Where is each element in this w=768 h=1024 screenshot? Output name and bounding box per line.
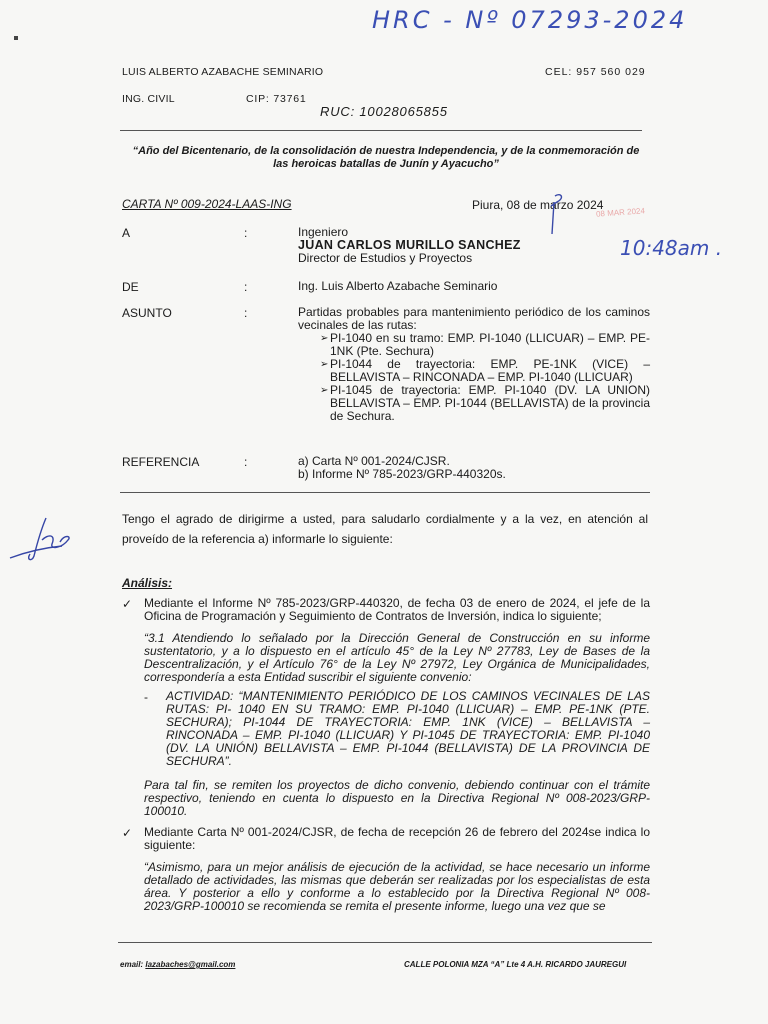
registry-number-handwritten: HRC - Nº 07293-2024 (372, 6, 688, 34)
footer-address: CALLE POLONIA MZA “A” Lte 4 A.H. RICARDO JAUREGUI (404, 960, 627, 969)
reference-label: REFERENCIA (122, 455, 200, 469)
recipient-title: Ingeniero (298, 225, 349, 239)
arrow-bullet-icon: ➢ (320, 385, 329, 396)
checkmark-icon: ✓ (122, 597, 133, 611)
sender-cip: CIP: 73761 (246, 93, 307, 105)
quote-2: “Asimismo, para un mejor análisis de ejecución de la actividad, se hace necesario un informe detallado de actividades, las mismas que deberán ser realizadas por los especialistas de esta área. Y posterior a ello y conforme a lo establecido por la Directiva Regional Nº 008-2023/GRP-100010 se recomienda se remita el presente informe, luego una vez que se (144, 860, 650, 913)
transmittal-paragraph: Para tal fin, se remiten los proyectos de dicho convenio, debiendo continuar con el trámite respectivo, teniendo en cuenta lo dispuesto en la Directiva Regional Nº 008-2023/GRP-100010. (144, 778, 650, 818)
sender-ruc: RUC: 10028065855 (320, 104, 448, 119)
reference-block (298, 455, 650, 481)
to-label: A (122, 226, 131, 240)
letter-number: CARTA Nº 009-2024-LAAS-ING (122, 197, 292, 211)
year-motto-line-2: las heroicas batallas de Junín y Ayacucho” (273, 158, 499, 170)
quote-1: “3.1 Atendiendo lo señalado por la Dirección General de Construcción en su informe sustentatorio, y a lo dispuesto en el artículo 45° de la Ley Nº 27783, Ley de Bases de la Descentralización, y el Artículo 76° de la Ley Nº 27972, Ley Orgánica de Municipalidades, correspondería a esta Entidad suscribir el siguiente convenio: (144, 631, 650, 684)
arrow-bullet-icon: ➢ (320, 333, 329, 344)
subject-intro: Partidas probables para mantenimiento periódico de los caminos vecinales de las rutas: (298, 305, 650, 332)
recipient-block (298, 226, 650, 265)
recipient-name: JUAN CARLOS MURILLO SANCHEZ (298, 238, 521, 252)
email-link[interactable]: lazabaches@gmail.com (145, 960, 236, 969)
to-colon: : (244, 226, 248, 240)
subject-item-text: PI-1045 de trayectoria: EMP. PI-1040 (DV. LA UNION) BELLAVISTA – EMP. PI-1044 (BELLAVISTA) de la provincia de Sechura. (330, 383, 650, 423)
email-label: email: (120, 960, 144, 969)
subject-block (298, 306, 650, 423)
sender-name: LUIS ALBERTO AZABACHE SEMINARIO (122, 66, 324, 78)
subject-item (298, 358, 650, 384)
sender-line: Ing. Luis Alberto Azabache Seminario (298, 279, 498, 293)
analysis-point-1: Mediante el Informe Nº 785-2023/GRP-440320, de fecha 03 de enero de 2024, el jefe de la Oficina de Programación y Seguimiento de Contratos de Inversión, indica lo siguiente; (144, 596, 650, 623)
header-divider (120, 130, 642, 131)
subject-label: ASUNTO (122, 306, 172, 320)
subject-item (298, 384, 650, 423)
recipient-role: Director de Estudios y Proyectos (298, 251, 473, 265)
reference-divider (120, 492, 650, 493)
dash-bullet: - (144, 690, 148, 704)
scan-dot (14, 36, 18, 40)
reference-item: b) Informe Nº 785-2023/GRP-440320s. (298, 467, 506, 481)
reception-stamp-faded: 08 MAR 2024 (595, 206, 646, 219)
sender-phone: CEL: 957 560 029 (545, 66, 646, 78)
subject-item (298, 332, 650, 358)
footer-divider (118, 942, 652, 943)
subject-item-text: PI-1044 de trayectoria: EMP. PE-1NK (VICE) – BELLAVISTA – RINCONADA – EMP. PI-1040 (LLICUAR) (330, 357, 650, 384)
sender-profession: ING. CIVIL (122, 93, 175, 105)
reference-colon: : (244, 455, 248, 469)
place-date: Piura, 08 de marzo 2024 (472, 198, 604, 212)
arrow-bullet-icon: ➢ (320, 359, 329, 370)
footer-email (120, 960, 235, 969)
subject-item-text: PI-1040 en su tramo: EMP. PI-1040 (LLICUAR) – EMP. PE-1NK (Pte. Sechura) (330, 331, 650, 358)
analysis-heading: Análisis: (122, 576, 173, 590)
checkmark-icon: ✓ (122, 826, 133, 840)
reception-time-handwritten: 10:48am . (620, 236, 723, 260)
activity-description: ACTIVIDAD: “MANTENIMIENTO PERIÓDICO DE LOS CAMINOS VECINALES DE LAS RUTAS: PI- 1040 EN SU TRAMO: EMP. PI-1040 (LLICUAR) – EMP. PE-1NK (PTE. SECHURA); PI-1044 DE TRAYECTORIA: EMP. 1NK (VICE) – BELLAVISTA – RINCONADA – EMP. PI-1040 (LLICUAR) Y PI-1045 DE TRAYECTORIA: EMP. PI-1040 (DV. LA UNIÓN) BELLAVISTA – EMP. PI-1044 (BELLAVISTA) DE LA PROVINCIA DE SECHURA”. (166, 689, 650, 768)
subject-colon: : (244, 306, 248, 320)
reference-item: a) Carta Nº 001-2024/CJSR. (298, 454, 450, 468)
margin-signature (6, 512, 76, 572)
intro-paragraph: Tengo el agrado de dirigirme a usted, para saludarlo cordialmente y a la vez, en atención al proveído de la referencia a) informarle lo siguiente: (122, 512, 648, 546)
from-label: DE (122, 280, 139, 294)
from-colon: : (244, 280, 248, 294)
year-motto-line-1: “Año del Bicentenario, de la consolidación de nuestra Independencia, y de la conmemoración de (132, 145, 640, 157)
analysis-point-2: Mediante Carta Nº 001-2024/CJSR, de fecha de recepción 26 de febrero del 2024se indica lo siguiente: (144, 825, 650, 852)
